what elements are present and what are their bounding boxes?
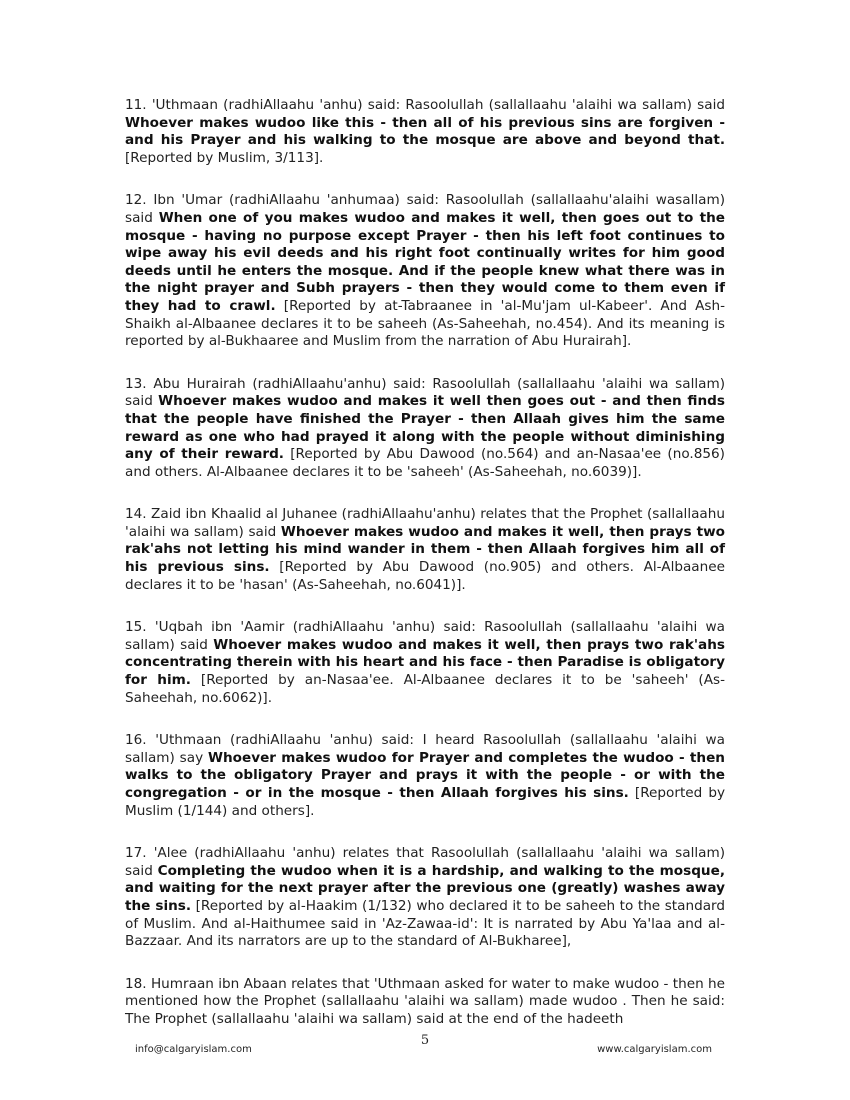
paragraph-hadith-text: Whoever makes wudoo for Prayer and completes the wudoo - then walks to the obligatory Prayer and prays it with the people - or with the congregation - or in the mosque - then Allaah forgives his sins. xyxy=(125,749,725,801)
paragraph-intro: 14. Zaid ibn Khaalid al Juhanee (radhiAllaahu'anhu) relates that the Prophet (sallallaahu 'alaihi wa sallam) said xyxy=(125,506,725,540)
paragraph-hadith-text: Whoever makes wudoo and makes it well, then prays two rak'ahs concentrating therein with his heart and his face - then Paradise is obligatory for him. xyxy=(125,636,726,689)
hadith-paragraph-15 xyxy=(125,619,725,707)
hadith-paragraph-17 xyxy=(125,845,725,951)
paragraph-intro: 11. 'Uthmaan (radhiAllaahu 'anhu) said: Rasoolullah (sallallaahu 'alaihi wa sallam) said xyxy=(125,97,725,113)
paragraph-hadith-text: Whoever makes wudoo and makes it well then goes out - and then finds that the people have finished the Prayer - then Allaah gives him the same reward as one who had prayed it along with the people without diminishing any of their reward. xyxy=(125,393,725,463)
paragraph-reference: [Reported by Muslim, 3/113]. xyxy=(125,149,324,166)
paragraph-hadith-text: When one of you makes wudoo and makes it well, then goes out to the mosque - having no purpose except Prayer - then his left foot continues to wipe away his evil deeds and his right foot continually writes for him good deeds until he enters the mosque. And if the people knew what there was in the night prayer and Subh prayers - then they would come to them even if they had to crawl. xyxy=(125,209,726,314)
hadith-paragraph-13 xyxy=(125,376,725,482)
paragraph-intro: 17. 'Alee (radhiAllaahu 'anhu) relates that Rasoolullah (sallallaahu 'alaihi wa sallam) said xyxy=(125,845,725,879)
paragraph-reference: [Reported by an-Nasaa'ee. Al-Albaanee declares it to be 'saheeh' (As-Saheehah, no.6062)]. xyxy=(125,672,726,706)
paragraph-reference: [Reported by Abu Dawood (no.564) and an-Nasaa'ee (no.856) and others. Al-Albaanee declares it to be 'saheeh' (As-Saheehah, no.6039)]. xyxy=(125,446,725,480)
paragraph-reference: [Reported by Muslim (1/144) and others]. xyxy=(125,785,725,819)
paragraph-intro: 13. Abu Hurairah (radhiAllaahu'anhu) said: Rasoolullah (sallallaahu 'alaihi wa sallam) said xyxy=(125,375,725,410)
paragraph-hadith-text: Whoever makes wudoo and makes it well, then prays two rak'ahs not letting his mind wander in them - then Allaah forgives him all of his previous sins. xyxy=(125,523,725,576)
paragraph-reference: [Reported by al-Haakim (1/132) who declared it to be saheeh to the standard of Muslim. And al-Haithumee said in 'Az-Zawaa-id': It is narrated by Abu Ya'laa and al-Bazzaar. And its narrators are up to the standard of Al-Bukharee], xyxy=(125,897,726,950)
footer-email: info@calgaryislam.com xyxy=(135,1044,252,1055)
paragraph-hadith-text: Completing the wudoo when it is a hardship, and walking to the mosque, and waiting for the next prayer after the previous one (greatly) washes away the sins. xyxy=(125,862,725,914)
hadith-paragraph-11 xyxy=(125,97,725,167)
paragraph-reference: [Reported by Abu Dawood (no.905) and others. Al-Albaanee declares it to be 'hasan' (As-Saheehah, no.6041)]. xyxy=(125,559,725,593)
document-body xyxy=(125,97,725,1054)
hadith-paragraph-14 xyxy=(125,506,725,594)
paragraph-reference: [Reported by at-Tabraanee in 'al-Mu'jam ul-Kabeer'. And Ash-Shaikh al-Albaanee declares it to be saheeh (As-Saheehah, no.454). And its meaning is reported by al-Bukhaaree and Muslim from the narration of Abu Hurairah]. xyxy=(125,297,725,350)
paragraph-intro: 18. Humraan ibn Abaan relates that 'Uthmaan asked for water to make wudoo - then he mentioned how the Prophet (sallallaahu 'alaihi wa sallam) made wudoo . Then he said: The Prophet (sallallaahu 'alaihi wa sallam) said at the end of the hadeeth xyxy=(125,975,725,1027)
paragraph-intro: 12. Ibn 'Umar (radhiAllaahu 'anhumaa) said: Rasoolullah (sallallaahu'alaihi wasallam) said xyxy=(125,192,725,226)
hadith-paragraph-18 xyxy=(125,976,725,1029)
hadith-paragraph-12 xyxy=(125,192,725,350)
page-number: 5 xyxy=(420,1033,430,1048)
hadith-paragraph-16 xyxy=(125,732,725,820)
paragraph-intro: 16. 'Uthmaan (radhiAllaahu 'anhu) said: I heard Rasoolullah (sallallaahu 'alaihi wa sallam) say xyxy=(125,732,725,766)
paragraph-hadith-text: Whoever makes wudoo like this - then all of his previous sins are forgiven - and his Prayer and his walking to the mosque are above and beyond that. xyxy=(125,114,725,149)
paragraph-intro: 15. 'Uqbah ibn 'Aamir (radhiAllaahu 'anhu) said: Rasoolullah (sallallaahu 'alaihi wa sallam) said xyxy=(125,619,725,653)
footer-website: www.calgaryislam.com xyxy=(597,1044,712,1055)
